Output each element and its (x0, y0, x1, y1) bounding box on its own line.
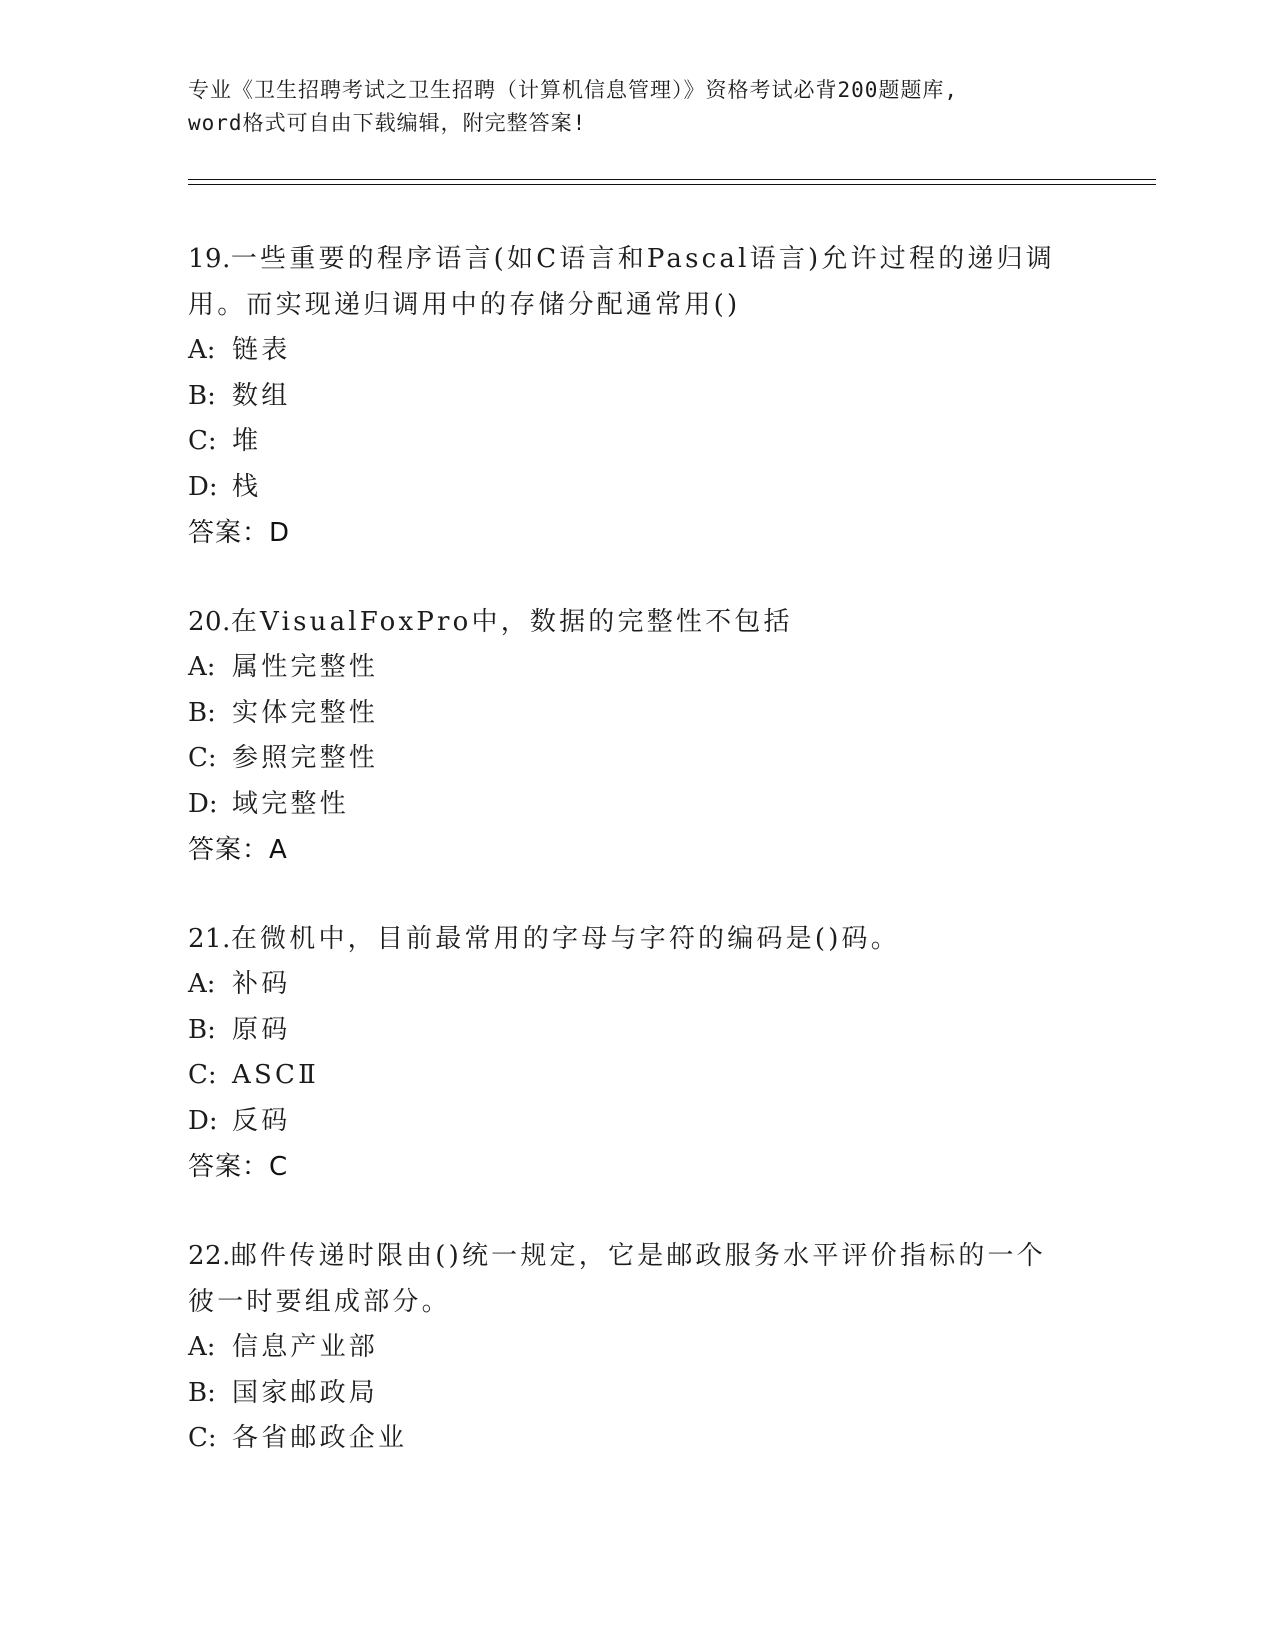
header-divider-top (188, 179, 1156, 180)
option-item (188, 419, 1088, 465)
question-block (188, 1233, 1088, 1462)
option-letter: A: (188, 969, 216, 999)
answer-line: 答案：C (188, 1152, 289, 1182)
answer-line: 答案：D (188, 518, 291, 548)
answer-line: 答案：A (188, 835, 288, 865)
option-text: 反码 (232, 1105, 291, 1136)
option-text: 数组 (232, 380, 291, 411)
option-letter: B: (188, 1377, 216, 1408)
document-header (188, 74, 1088, 140)
question-block (188, 916, 1088, 1190)
question-text: 一些重要的程序语言(如C语言和Pascal语言)允许过程的递归调用。而实现递归调用中的存储分配通常用() (188, 244, 1055, 320)
option-letter: D: (188, 788, 218, 819)
question-text: 在微机中，目前最常用的字母与字符的编码是()码。 (230, 924, 900, 954)
option-letter: C: (188, 743, 217, 773)
option-item (188, 1008, 1088, 1054)
option-letter: B: (188, 697, 216, 728)
option-item (188, 782, 1088, 828)
option-letter: A: (188, 1332, 216, 1362)
option-text: 堆 (232, 426, 262, 456)
option-item (188, 1099, 1088, 1145)
option-letter: C: (188, 1423, 217, 1453)
option-item (188, 736, 1088, 782)
option-letter: C: (188, 1060, 217, 1090)
option-item (188, 1325, 1088, 1371)
option-letter: D: (188, 1105, 218, 1136)
option-letter: A: (188, 335, 216, 365)
option-text: 域完整性 (232, 788, 349, 819)
option-text: 原码 (232, 1014, 291, 1045)
option-text: 补码 (232, 969, 291, 999)
option-letter: B: (188, 380, 216, 411)
option-text: 栈 (232, 471, 262, 502)
option-text: 参照完整性 (232, 743, 379, 773)
question-stem (188, 1233, 1068, 1325)
question-number: 20. (188, 607, 231, 637)
option-text: 国家邮政局 (232, 1377, 379, 1408)
header-divider-bottom (188, 184, 1156, 185)
option-item (188, 465, 1088, 511)
option-item (188, 1371, 1088, 1417)
question-list (188, 236, 1088, 1505)
question-number: 19. (188, 244, 231, 274)
option-text: 信息产业部 (232, 1332, 379, 1362)
option-text: 实体完整性 (232, 697, 379, 728)
option-item (188, 374, 1088, 420)
option-item (188, 1416, 1088, 1462)
option-text: 属性完整性 (232, 652, 379, 682)
option-text: 链表 (232, 335, 291, 365)
question-block (188, 599, 1088, 873)
option-item (188, 962, 1088, 1008)
question-number: 22. (188, 1241, 231, 1271)
option-letter: D: (188, 471, 218, 502)
header-line-1: 专业《卫生招聘考试之卫生招聘（计算机信息管理）》资格考试必背200题题库, (188, 78, 959, 102)
option-item (188, 691, 1088, 737)
option-letter: C: (188, 426, 217, 456)
question-stem (188, 236, 1068, 328)
option-text: 各省邮政企业 (232, 1423, 408, 1453)
question-text: 在VisualFoxPro中，数据的完整性不包括 (230, 607, 793, 637)
question-block (188, 236, 1088, 556)
option-letter: A: (188, 652, 216, 682)
question-number: 21. (188, 924, 231, 954)
header-line-2: word格式可自由下载编辑，附完整答案! (188, 111, 587, 135)
option-item (188, 1053, 1088, 1099)
question-stem (188, 599, 1068, 645)
question-stem (188, 916, 1068, 962)
option-letter: B: (188, 1014, 216, 1045)
option-item (188, 328, 1088, 374)
option-item (188, 645, 1088, 691)
question-text: 邮件传递时限由()统一规定，它是邮政服务水平评价指标的一个彼一时要组成部分。 (188, 1241, 1046, 1317)
option-text: ASCⅡ (232, 1060, 319, 1090)
